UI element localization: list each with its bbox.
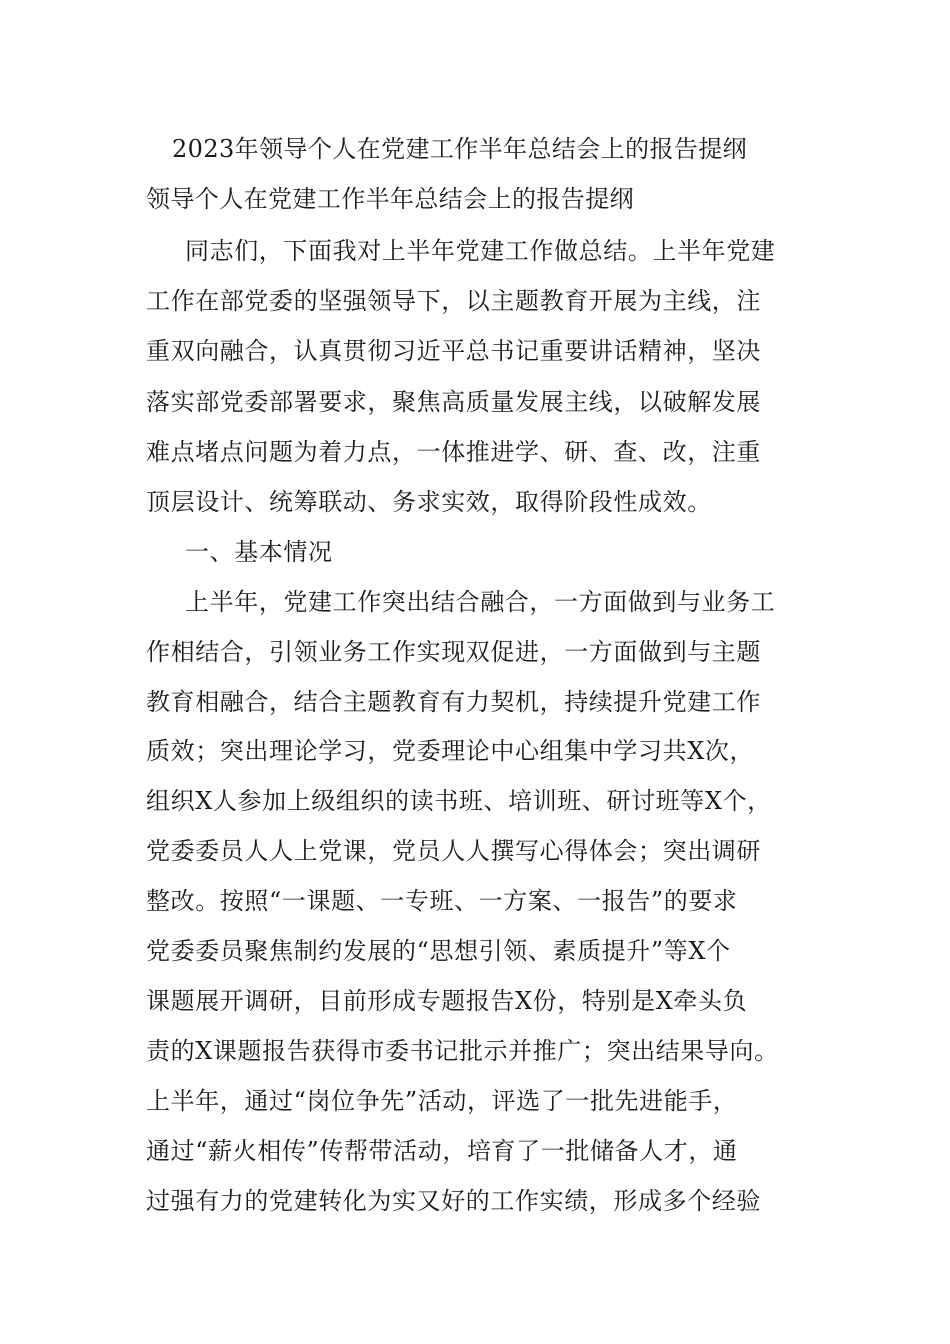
paragraph-2-line: 作相结合，引领业务工作实现双促进，一方面做到与主题 <box>146 638 761 666</box>
paragraph-2-line: 组织X人参加上级组织的读书班、培训班、研讨班等X个， <box>146 787 772 815</box>
paragraph-2-line: 党委委员人人上党课，党员人人撰写心得体会；突出调研 <box>146 837 761 865</box>
paragraph-1-line: 难点堵点问题为着力点，一体推进学、研、查、改，注重 <box>146 438 761 466</box>
paragraph-2-line: 质效；突出理论学习，党委理论中心组集中学习共X次， <box>146 737 755 765</box>
section-heading: 一、基本情况 <box>185 538 333 566</box>
paragraph-2-line: 责的X课题报告获得市委书记批示并推广；突出结果导向。 <box>146 1037 779 1065</box>
document-title: 2023年领导个人在党建工作半年总结会上的报告提纲 <box>172 135 748 163</box>
paragraph-1-line: 落实部党委部署要求，聚焦高质量发展主线，以破解发展 <box>146 388 761 416</box>
paragraph-2-line: 上半年，通过“岗位争先”活动，评选了一批先进能手， <box>146 1087 738 1115</box>
paragraph-2-line: 过强有力的党建转化为实又好的工作实绩，形成多个经验 <box>146 1187 761 1215</box>
paragraph-1-line: 重双向融合，认真贯彻习近平总书记重要讲话精神，坚决 <box>146 337 761 365</box>
paragraph-1-line: 工作在部党委的坚强领导下，以主题教育开展为主线，注 <box>146 287 761 315</box>
paragraph-1-line: 顶层设计、统筹联动、务求实效，取得阶段性成效。 <box>146 488 712 516</box>
paragraph-1-line: 同志们，下面我对上半年党建工作做总结。上半年党建 <box>185 237 776 265</box>
document-subtitle: 领导个人在党建工作半年总结会上的报告提纲 <box>146 185 634 213</box>
paragraph-2-line: 通过“薪火相传”传帮带活动，培育了一批储备人才，通 <box>146 1137 738 1165</box>
paragraph-2-line: 上半年，党建工作突出结合融合，一方面做到与业务工 <box>185 588 776 616</box>
paragraph-2-line: 课题展开调研，目前形成专题报告X份，特别是X牵头负 <box>146 987 748 1015</box>
paragraph-2-line: 整改。按照“一课题、一专班、一方案、一报告”的要求 <box>146 887 738 915</box>
paragraph-2-line: 教育相融合，结合主题教育有力契机，持续提升党建工作 <box>146 688 761 716</box>
paragraph-2-line: 党委委员聚焦制约发展的“思想引领、素质提升”等X个 <box>146 937 731 965</box>
